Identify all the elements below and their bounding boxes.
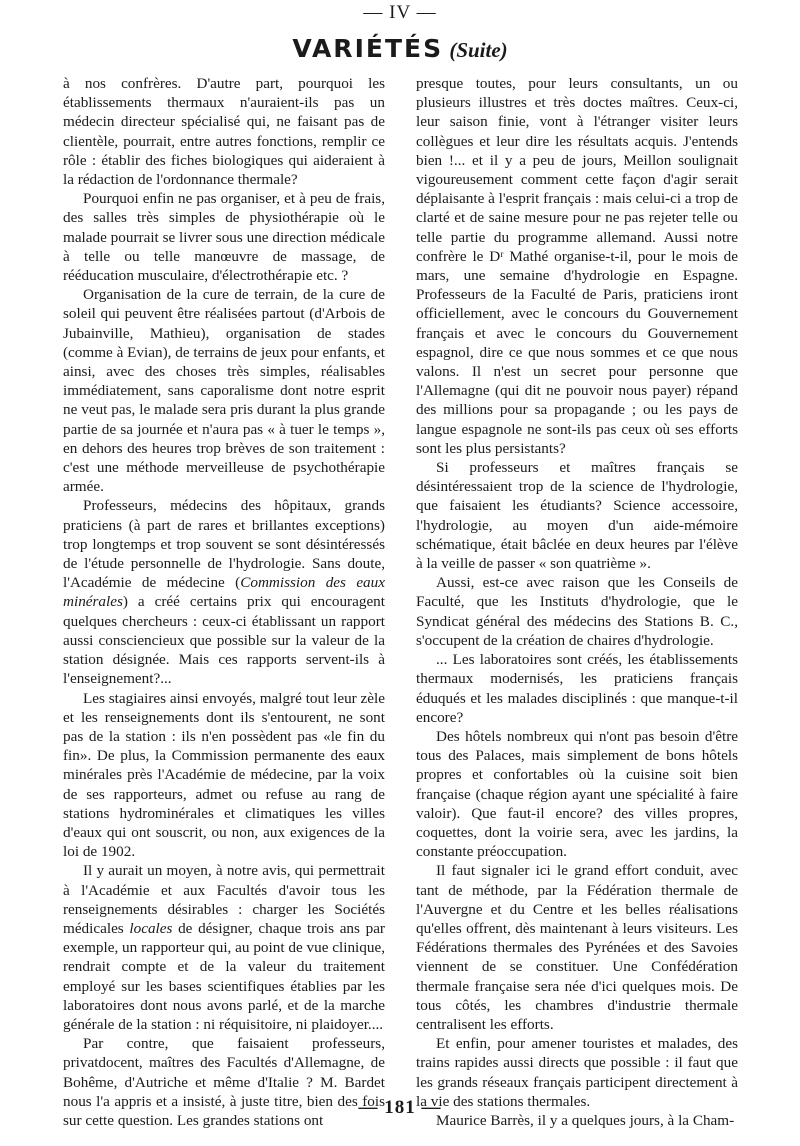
paragraph: Si professeurs et maîtres français se désintéressaient trop de la science de l'hydrologie, que faisaient les étudiants? Science accessoire, l'hydrologie, au moyen d'un aide-mémoire schématique, était bâclée en deux heures par l'élève à la veille de passer « son quatrième ».: [416, 459, 738, 573]
paragraph: Organisation de la cure de terrain, de la cure de soleil qui peuvent être réalisées partout (d'Arbois de Jubainville, Mathieu), organisation de stades (comme à Evian), de terrains de jeux pour enfants, et ainsi, avec des choses très simples, réalisables immédiatement, sans caporalisme dont notre esprit ne veut pas, le malade sera pris durant la plus grande partie de sa journée et n'aura pas « à tuer le temps », en dehors des heures trop brèves de son traitement : c'est une méthode merveilleuse de psychothérapie armée.: [63, 286, 385, 496]
italic-text: Commission des eaux minérales: [63, 574, 385, 611]
section-title: VARIÉTÉS: [292, 34, 444, 63]
italic-text: locales: [129, 919, 173, 937]
page-number: — 181 —: [358, 1097, 442, 1118]
paragraph: Par contre, que faisaient professeurs, privatdocent, maîtres des Facultés d'Allemagne, de Bohême, d'Autriche et même d'Italie ? M. Bardet nous l'a appris et a insisté, à juste titre, bien des fois sur cette question. Les grandes stations ont: [63, 1035, 385, 1129]
right-column: [416, 74, 738, 1130]
paragraph: Il faut signaler ici le grand effort conduit, avec tant de méthode, par la Fédération thermale de l'Auvergne et du Centre et les belles réalisations qu'elles offrent, dès maintenant à leurs visiteurs. Les Fédérations thermales des Pyrénées et des Savoies viennent de se constituer. Une Confédération thermale française sera née d'ici quelques mois. De tous côtés, les chambres d'industrie thermale centralisent les efforts.: [416, 862, 738, 1033]
section-header: [0, 34, 800, 65]
paragraph: Des hôtels nombreux qui n'ont pas besoin d'être tous des Palaces, mais simplement de bons hôtels propres et confortables où la cuisine soit bien française (chaque région ayant une spécialité à faire valoir). Que faut-il encore? des villes propres, coquettes, dont la voirie sera, avec les jardins, la constante préoccupation.: [416, 727, 738, 861]
paragraph: Et enfin, pour amener touristes et malades, des trains rapides aussi directs que possible : il faut que les grands réseaux français participent directement à la vie des stations thermales.: [416, 1035, 738, 1110]
section-suite: (Suite): [449, 38, 508, 62]
paragraph: [63, 861, 385, 1034]
paragraph: Aussi, est-ce avec raison que les Conseils de Faculté, que les Instituts d'hydrologie, que le Syndicat général des médecins des Stations B. C., s'occupent de la création de chaires d'hydrologie.: [416, 574, 738, 649]
paragraph-text: de désigner, chaque trois ans par exemple, un rapporteur qui, au point de vue clinique, rendrait compte et de la valeur du traitement employé sur les bases scientifiques établies par les laboratoires dont nous avons parlé, et de la marche générale de la station : ni réquisitoire, ni plaidoyer....: [63, 919, 385, 1033]
roman-page-number: — IV —: [363, 2, 437, 23]
paragraph: Maurice Barrès, il y a quelques jours, à la Cham-: [436, 1111, 735, 1129]
left-column: [63, 74, 385, 1130]
paragraph-text: Professeurs, médecins des hôpitaux, grands praticiens (à part de rares et brillantes exceptions) trop longtemps et trop souvent se sont désintéressés de l'étude personnelle de l'hydrologie. Sans doute, l'Académie de médecine (: [63, 497, 385, 592]
paragraph-text: Il y aurait un moyen, à notre avis, qui permettrait à l'Académie et aux Facultés d'avoir tous les renseignements désirables : charger les Sociétés médicales: [63, 862, 385, 937]
paragraph: Les stagiaires ainsi envoyés, malgré tout leur zèle et les renseignements dont ils s'entourent, ne sont pas de la station : ils n'en possèdent pas «le fin du fin». De plus, la Commission permanente des eaux minérales près l'Académie de médecine, par la voix de ses rapporteurs, admet ou refuse au rang de stations hydrominérales et climatiques les villes d'eaux qui ont souscrit, ou non, aux exigences de la loi de 1902.: [63, 689, 385, 861]
paragraph-text: ) a créé certains prix qui encouragent quelques chercheurs : ceux-ci établissant un rapport aussi consciencieux que possible sur la valeur de la station désignée. Mais ces rapports servent-ils à l'enseignement?...: [63, 593, 385, 688]
paragraph: à nos confrères. D'autre part, pourquoi les établissements thermaux n'auraient-ils pas un médecin directeur spécialisé qui, ne faisant pas de clientèle, pourrait, entre autres fonctions, remplir ce rôle : établir des fiches biologiques qui aideraient à la rédaction de l'ordonnance thermale?: [63, 75, 385, 189]
paragraph: presque toutes, pour leurs consultants, un ou plusieurs illustres et très doctes maîtres. Ceux-ci, leur saison finie, vont à l'étranger visiter leurs collègues et leur dire les résultats acquis. J'entends bien !... et il y a peu de jours, Meillon soulignait vigoureusement comment cette façon d'agir serait déplaisante à l'esprit français : mais celui-ci a trop de clarté et de saine mesure pour ne pas rejeter telle ou telle partie du programme allemand. Aussi notre confrère le Dʳ Mathé organise-t-il, pour le mois de mars, une semaine d'hydrologie en Espagne. Professeurs de la Faculté de Paris, praticiens iront officiellement, avec le concours du Gouvernement français et avec le concours du Gouvernement espagnol, dire ce que nous sommes et ce que nous valons. Il n'est un secret pour personne que l'Allemagne (qui dit ne pouvoir nous payer) répand des millions pour sa propagande ; ou les pays de langue espagnole ne sont-ils pas ceux où ses efforts sont les plus persistants?: [416, 75, 738, 457]
paragraph: ... Les laboratoires sont créés, les établissements thermaux modernisés, les praticiens français éduqués et les malades disciplinés : que manque-t-il encore?: [416, 651, 738, 726]
paragraph: Pourquoi enfin ne pas organiser, et à peu de frais, des salles très simples de physiothérapie où le malade pourrait se livrer sous une direction médicale à telle ou telle manœuvre de massage, de rééducation musculaire, d'électrothérapie etc. ?: [63, 190, 385, 285]
paragraph: [63, 496, 385, 688]
